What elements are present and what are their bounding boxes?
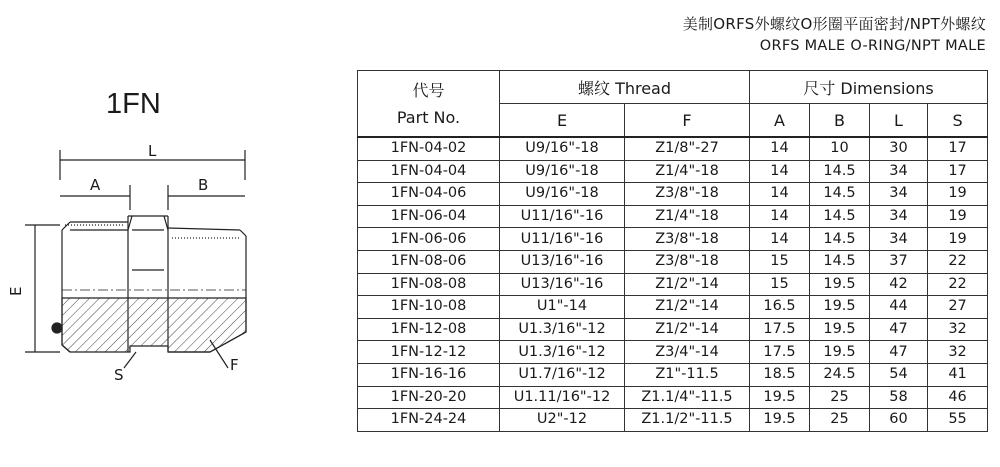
cell-part-no: 1FN-12-08	[358, 318, 500, 341]
header-title-cn: 美制ORFS外螺纹O形圈平面密封/NPT外螺纹	[682, 15, 986, 33]
cell-part-no: 1FN-20-20	[358, 386, 500, 409]
cell-dim-l: 34	[870, 205, 928, 228]
cell-thread-e: U13/16"-16	[500, 273, 625, 296]
cell-thread-f: Z1/2"-14	[625, 273, 750, 296]
dim-label-S: S	[114, 366, 124, 384]
cell-dim-a: 14	[750, 160, 810, 183]
cell-dim-a: 16.5	[750, 296, 810, 319]
cell-part-no: 1FN-06-04	[358, 205, 500, 228]
cell-dim-s: 32	[928, 318, 988, 341]
table-row	[358, 386, 988, 409]
col-header-l: L	[870, 104, 928, 138]
table-row	[358, 160, 988, 183]
cell-part-no: 1FN-08-08	[358, 273, 500, 296]
cell-thread-e: U9/16"-18	[500, 160, 625, 183]
cell-thread-e: U11/16"-16	[500, 228, 625, 251]
part-no-header-cn: 代号	[412, 80, 445, 100]
cell-dim-s: 19	[928, 205, 988, 228]
cell-thread-f: Z3/4"-14	[625, 341, 750, 364]
table-row	[358, 296, 988, 319]
cell-dim-s: 17	[928, 160, 988, 183]
dim-label-L: L	[148, 142, 157, 160]
cell-thread-f: Z1/2"-14	[625, 296, 750, 319]
cell-thread-f: Z3/8"-18	[625, 228, 750, 251]
cell-part-no: 1FN-04-04	[358, 160, 500, 183]
table-row	[358, 228, 988, 251]
dim-label-E: E	[7, 286, 25, 296]
cell-dim-b: 19.5	[810, 318, 870, 341]
cell-dim-b: 19.5	[810, 273, 870, 296]
part-code-title: 1FN	[106, 88, 161, 120]
cell-thread-e: U11/16"-16	[500, 205, 625, 228]
cell-dim-s: 19	[928, 228, 988, 251]
cell-dim-l: 58	[870, 386, 928, 409]
cell-dim-a: 14	[750, 205, 810, 228]
col-header-b: B	[810, 104, 870, 138]
col-header-f: F	[625, 104, 750, 138]
cell-dim-b: 14.5	[810, 205, 870, 228]
cell-dim-l: 37	[870, 250, 928, 273]
cell-thread-e: U1.7/16"-12	[500, 363, 625, 386]
cell-part-no: 1FN-04-02	[358, 137, 500, 160]
cell-thread-e: U13/16"-16	[500, 250, 625, 273]
cell-dim-l: 44	[870, 296, 928, 319]
cell-thread-f: Z1/8"-27	[625, 137, 750, 160]
cell-dim-s: 32	[928, 341, 988, 364]
cell-dim-a: 14	[750, 228, 810, 251]
cell-thread-e: U1.3/16"-12	[500, 318, 625, 341]
cell-thread-f: Z1/4"-18	[625, 160, 750, 183]
cell-thread-e: U1.11/16"-12	[500, 386, 625, 409]
cell-thread-f: Z1.1/4"-11.5	[625, 386, 750, 409]
cell-thread-e: U1"-14	[500, 296, 625, 319]
fitting-drawing	[0, 130, 355, 400]
cell-dim-b: 25	[810, 409, 870, 432]
spec-table-body	[358, 137, 988, 431]
cell-part-no: 1FN-24-24	[358, 409, 500, 432]
dim-label-A: A	[90, 176, 101, 194]
col-header-a: A	[750, 104, 810, 138]
thread-header: 螺纹 Thread	[500, 71, 750, 104]
cell-dim-l: 47	[870, 341, 928, 364]
cell-dim-a: 15	[750, 250, 810, 273]
table-row	[358, 341, 988, 364]
cell-dim-b: 24.5	[810, 363, 870, 386]
col-header-s: S	[928, 104, 988, 138]
spec-table	[357, 70, 988, 432]
cell-dim-s: 41	[928, 363, 988, 386]
cell-dim-l: 30	[870, 137, 928, 160]
cell-dim-a: 14	[750, 137, 810, 160]
cell-dim-b: 25	[810, 386, 870, 409]
cell-dim-s: 22	[928, 273, 988, 296]
cell-dim-l: 42	[870, 273, 928, 296]
part-no-header	[358, 71, 500, 138]
cell-thread-e: U9/16"-18	[500, 137, 625, 160]
cell-dim-b: 10	[810, 137, 870, 160]
header-title-en: ORFS MALE O-RING/NPT MALE	[759, 38, 986, 54]
cell-thread-f: Z3/8"-18	[625, 183, 750, 206]
dimensions-header: 尺寸 Dimensions	[750, 71, 988, 104]
cell-dim-b: 19.5	[810, 296, 870, 319]
cell-dim-b: 14.5	[810, 228, 870, 251]
cell-thread-f: Z1"-11.5	[625, 363, 750, 386]
table-row	[358, 273, 988, 296]
cell-thread-e: U1.3/16"-12	[500, 341, 625, 364]
cell-dim-a: 17.5	[750, 318, 810, 341]
dim-label-B: B	[198, 176, 209, 194]
dim-label-F: F	[230, 356, 239, 374]
cell-dim-a: 15	[750, 273, 810, 296]
cell-dim-l: 47	[870, 318, 928, 341]
col-header-e: E	[500, 104, 625, 138]
cell-dim-s: 55	[928, 409, 988, 432]
cell-thread-f: Z3/8"-18	[625, 250, 750, 273]
cell-dim-s: 17	[928, 137, 988, 160]
cell-dim-b: 19.5	[810, 341, 870, 364]
cell-dim-l: 54	[870, 363, 928, 386]
cell-dim-s: 19	[928, 183, 988, 206]
cell-thread-f: Z1.1/2"-11.5	[625, 409, 750, 432]
cell-dim-b: 14.5	[810, 183, 870, 206]
table-row	[358, 409, 988, 432]
cell-dim-a: 17.5	[750, 341, 810, 364]
cell-dim-a: 19.5	[750, 409, 810, 432]
cell-thread-f: Z1/4"-18	[625, 205, 750, 228]
cell-dim-l: 34	[870, 228, 928, 251]
cell-thread-e: U9/16"-18	[500, 183, 625, 206]
table-row	[358, 318, 988, 341]
cell-dim-l: 60	[870, 409, 928, 432]
cell-part-no: 1FN-06-06	[358, 228, 500, 251]
cell-dim-a: 14	[750, 183, 810, 206]
cell-part-no: 1FN-12-12	[358, 341, 500, 364]
cell-dim-b: 14.5	[810, 160, 870, 183]
cell-part-no: 1FN-16-16	[358, 363, 500, 386]
part-no-header-en: Part No.	[396, 107, 461, 127]
cell-thread-f: Z1/2"-14	[625, 318, 750, 341]
cell-part-no: 1FN-10-08	[358, 296, 500, 319]
cell-dim-b: 14.5	[810, 250, 870, 273]
table-row	[358, 137, 988, 160]
cell-dim-a: 18.5	[750, 363, 810, 386]
cell-dim-s: 27	[928, 296, 988, 319]
cell-dim-a: 19.5	[750, 386, 810, 409]
table-row	[358, 205, 988, 228]
cell-dim-l: 34	[870, 183, 928, 206]
table-row	[358, 363, 988, 386]
cell-thread-e: U2"-12	[500, 409, 625, 432]
table-row	[358, 250, 988, 273]
cell-dim-l: 34	[870, 160, 928, 183]
cell-dim-s: 46	[928, 386, 988, 409]
cell-part-no: 1FN-08-06	[358, 250, 500, 273]
table-row	[358, 183, 988, 206]
cell-part-no: 1FN-04-06	[358, 183, 500, 206]
cell-dim-s: 22	[928, 250, 988, 273]
